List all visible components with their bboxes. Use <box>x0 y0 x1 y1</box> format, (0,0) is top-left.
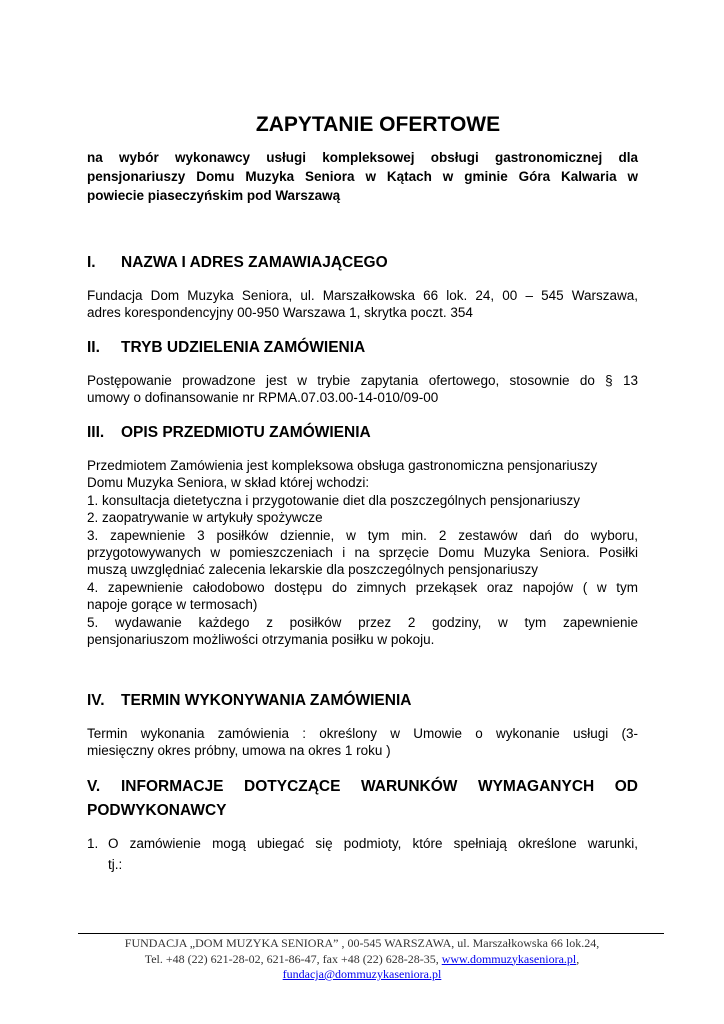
list-item-continuation: pensjonariuszom możliwości otrzymania posiłku w pokoju. <box>87 632 435 648</box>
page-footer <box>0 936 724 983</box>
list-item: 4. zapewnienie całodobowo dostępu do zimnych przekąsek oraz napojów ( w tym <box>87 579 638 595</box>
section-title: NAZWA I ADRES ZAMAWIAJĄCEGO <box>121 254 388 271</box>
paragraph-line: Przedmiotem Zamówienia jest kompleksowa obsługa gastronomiczna pensjonariuszy <box>87 458 598 473</box>
section-number: II. <box>87 339 100 356</box>
document-subtitle <box>87 148 638 205</box>
list-item-continuation: przygotowywanych w pomieszczeniach i na sprzęcie Domu Muzyka Seniora. Posiłki <box>87 545 638 561</box>
paragraph-line: Domu Muzyka Seniora, w skład której wchodzi: <box>87 475 370 491</box>
condition-item-1 <box>87 833 638 875</box>
section-title: INFORMACJE DOTYCZĄCE WARUNKÓW WYMAGANYCH OD <box>121 778 638 795</box>
section-5-heading <box>87 775 638 823</box>
section-number: I. <box>87 254 96 271</box>
section-number: III. <box>87 424 105 441</box>
paragraph-line: Postępowanie prowadzone jest w trybie zapytania ofertowego, stosownie do § 13 <box>87 373 638 388</box>
list-item-continuation: muszą uwzględniać zalecenia lekarskie dla poszczególnych pensjonariuszy <box>87 562 538 578</box>
item-text-line: O zamówienie mogą ubiegać się podmioty, które spełniają określone warunki, <box>108 836 638 851</box>
footer-address: FUNDACJA „DOM MUZYKA SENIORA” , 00-545 WARSZAWA, ul. Marszałkowska 66 lok.24, <box>124 936 600 950</box>
subtitle-line: powiecie piaseczyńskim pod Warszawą <box>87 188 341 203</box>
section-1-heading <box>87 254 647 272</box>
paragraph-line: miesięczny okres próbny, umowa na okres 1 roku ) <box>87 743 391 759</box>
list-item: 3. zapewnienie 3 posiłków dziennie, w tym min. 2 zestawów dań do wyboru, <box>87 527 638 543</box>
list-item: 1. konsultacja dietetyczna i przygotowanie diet dla poszczególnych pensjonariuszy <box>87 492 581 508</box>
section-2-heading <box>87 339 647 357</box>
section-title-line: PODWYKONAWCY <box>87 802 227 819</box>
footer-divider <box>78 933 664 934</box>
item-text-line: tj.: <box>108 857 123 872</box>
list-item: 5. wydawanie każdego z posiłków przez 2 godziny, w tym zapewnienie <box>87 614 638 630</box>
section-number: IV. <box>87 692 105 709</box>
section-4-body <box>87 725 638 760</box>
paragraph-line: umowy o dofinansowanie nr RPMA.07.03.00-14-010/09-00 <box>87 390 439 406</box>
section-1-body <box>87 287 638 322</box>
subtitle-line: pensjonariuszy Domu Muzyka Seniora w Kątach w gminie Góra Kalwaria w <box>87 169 638 184</box>
section-title: TERMIN WYKONYWANIA ZAMÓWIENIA <box>121 692 412 709</box>
section-title-line <box>87 775 638 799</box>
section-4-heading <box>87 692 647 710</box>
item-number: 1. <box>87 836 99 851</box>
document-title: ZAPYTANIE OFERTOWE <box>255 113 501 136</box>
section-title: OPIS PRZEDMIOTU ZAMÓWIENIA <box>121 424 371 441</box>
subtitle-line: na wybór wykonawcy usługi kompleksowej obsługi gastronomicznej dla <box>87 150 638 165</box>
email-link[interactable]: fundacja@dommuzykaseniora.pl <box>282 967 442 981</box>
website-link[interactable]: www.dommuzykaseniora.pl <box>441 951 577 966</box>
section-2-body <box>87 372 638 407</box>
section-3-body <box>87 457 638 648</box>
footer-contacts <box>0 952 724 968</box>
list-item: 2. zaopatrywanie w artykuły spożywcze <box>87 510 323 526</box>
footer-separator: , <box>576 951 580 966</box>
list-item-continuation: napoje gorące w termosach) <box>87 597 258 613</box>
footer-phones: Tel. +48 (22) 621-28-02, 621-86-47, fax +48 (22) 628-28-35, <box>144 951 442 966</box>
section-number: V. <box>87 778 101 795</box>
paragraph-line: Fundacja Dom Muzyka Seniora, ul. Marszałkowska 66 lok. 24, 00 – 545 Warszawa, <box>87 288 638 303</box>
paragraph-line: adres korespondencyjny 00-950 Warszawa 1, skrytka poczt. 354 <box>87 305 473 321</box>
paragraph-line: Termin wykonania zamówienia : określony w Umowie o wykonanie usługi (3- <box>87 726 638 741</box>
section-3-heading <box>87 424 647 442</box>
section-title: TRYB UDZIELENIA ZAMÓWIENIA <box>121 339 366 356</box>
